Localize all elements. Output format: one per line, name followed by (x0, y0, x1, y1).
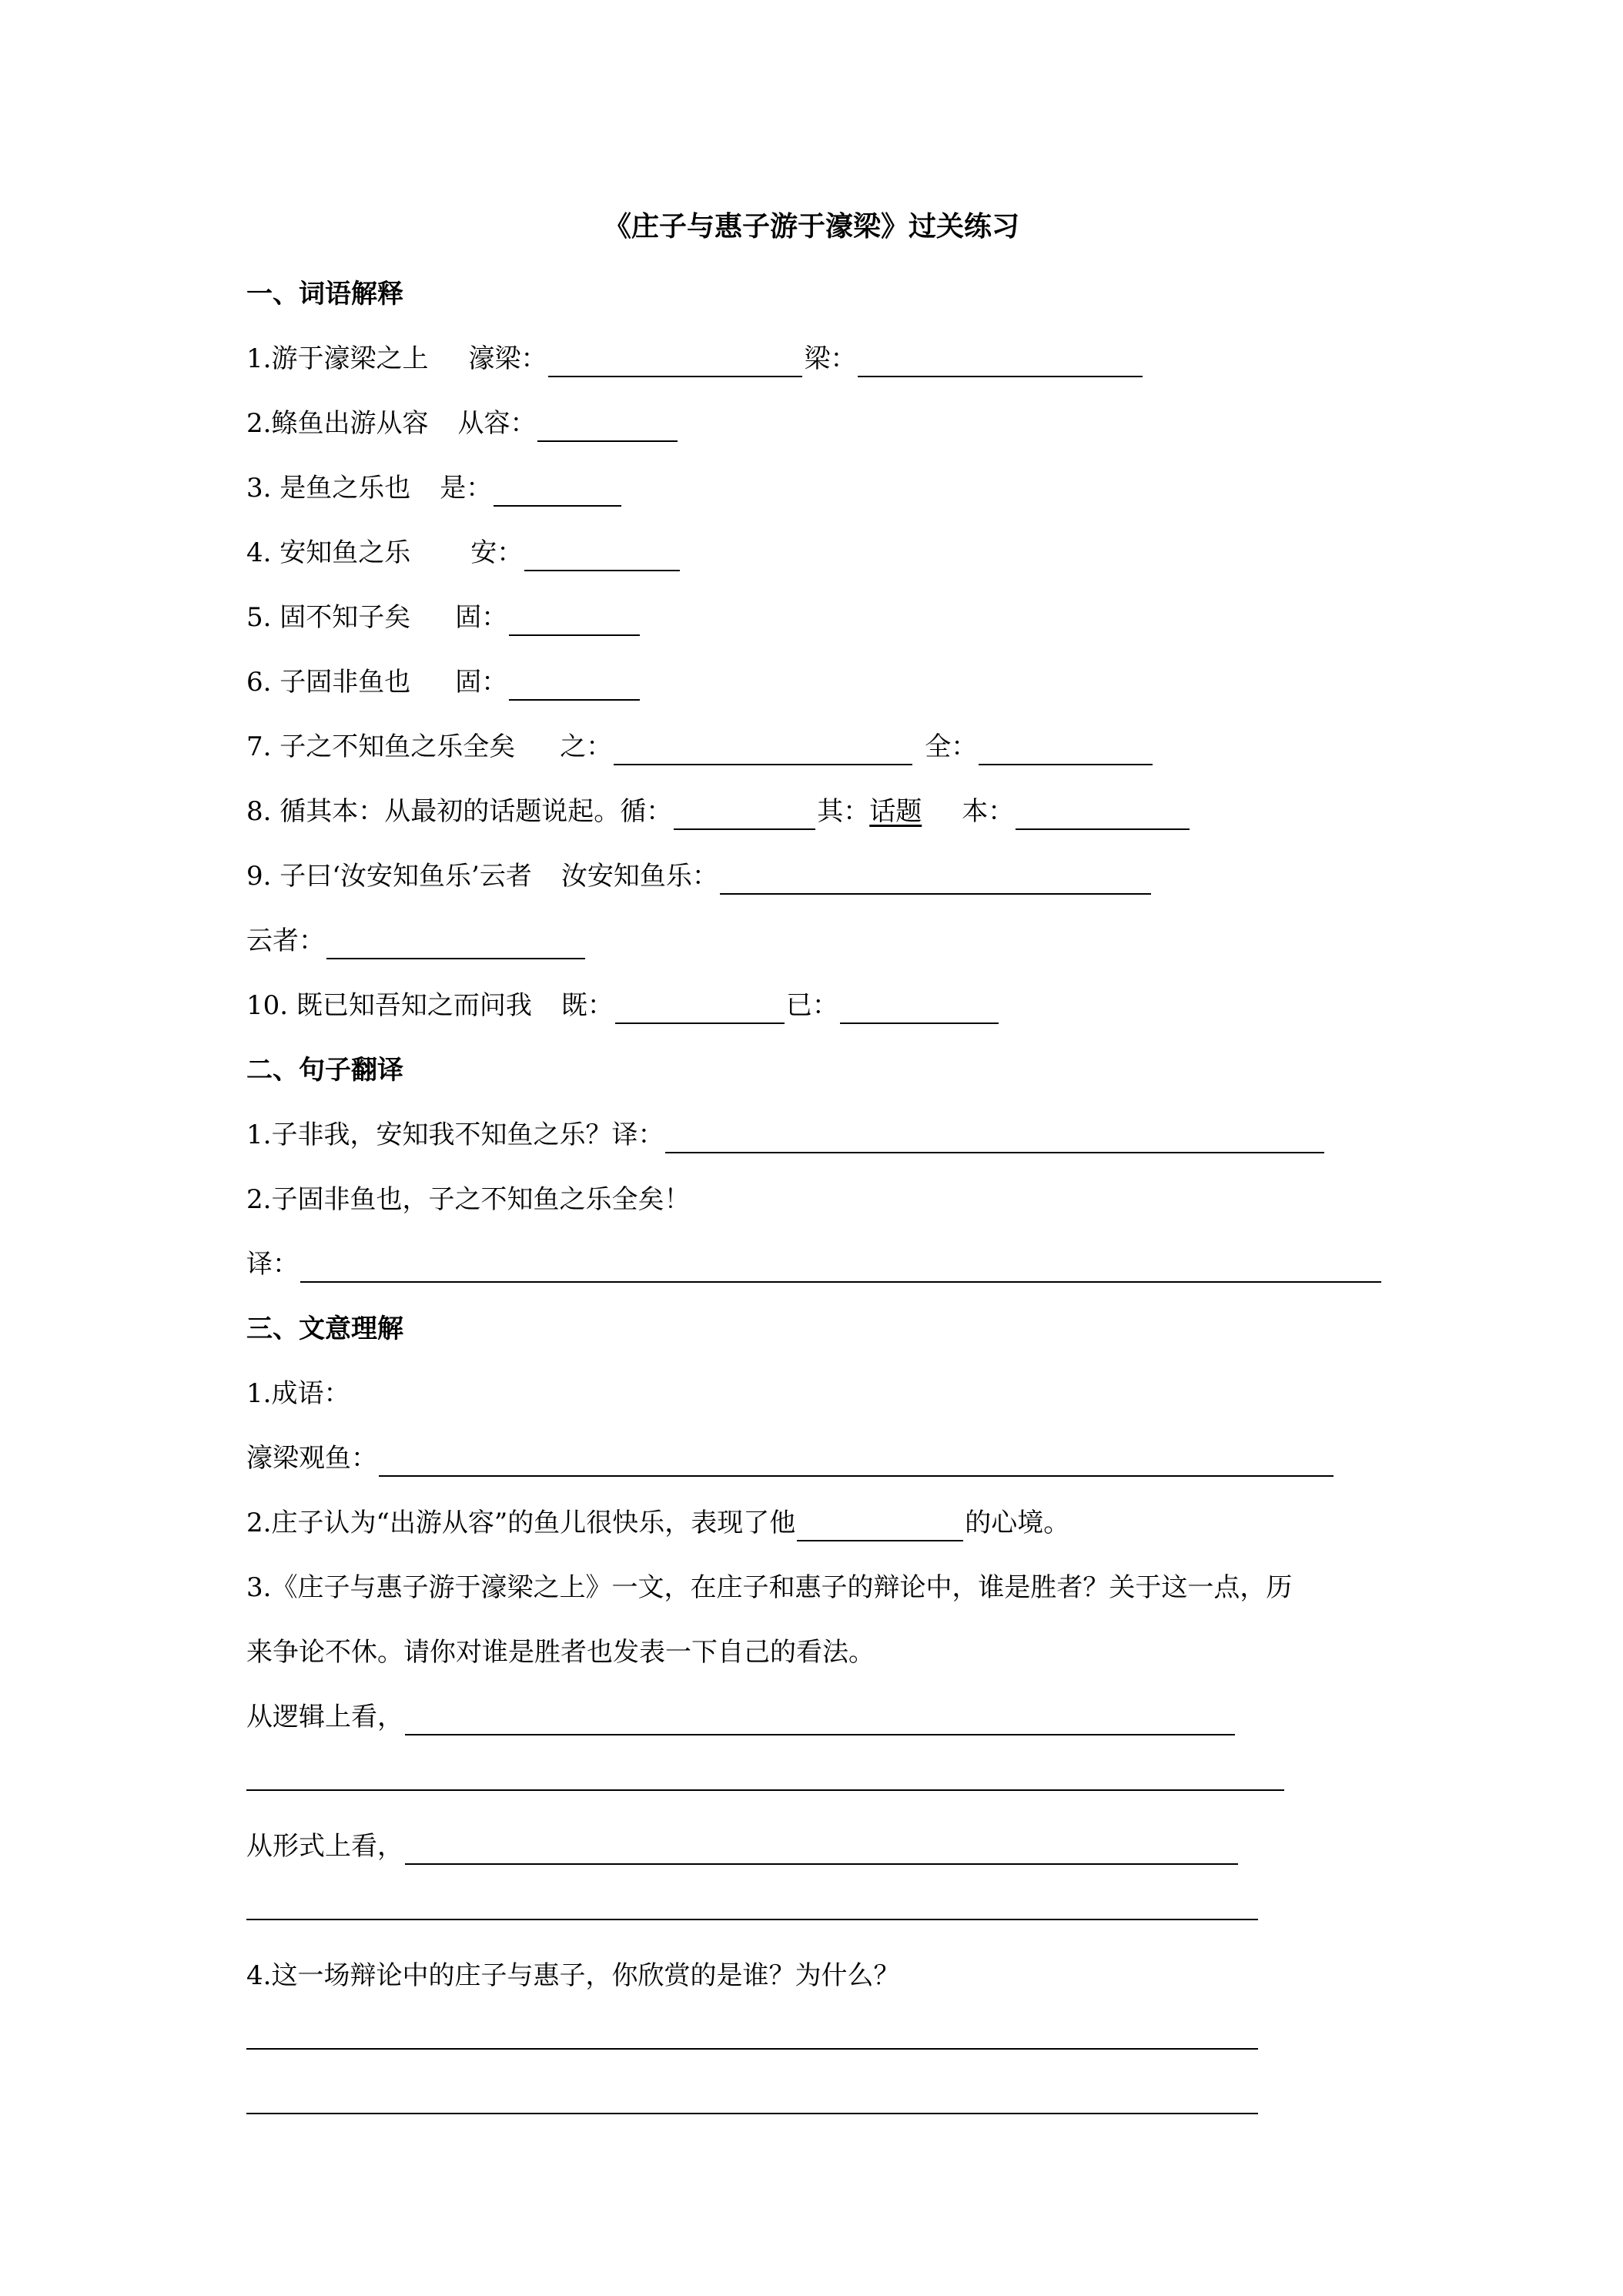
s1-q1-b-label: 梁： (804, 343, 857, 374)
s3-q3-logic-label: 从逻辑上看， (246, 1702, 403, 1732)
s3-q3-line2: 来争论不休。请你对谁是胜者也发表一下自己的看法。 (246, 1637, 875, 1668)
s1-q3-text: 3. 是鱼之乐也 (246, 473, 411, 504)
s3-q1-blank[interactable] (379, 1446, 1334, 1477)
s3-q1-label: 濠梁观鱼： (246, 1443, 377, 1474)
s3-q3-line1: 3.《庄子与惠子游于濠梁之上》一文，在庄子和惠子的辩论中，谁是胜者？关于这一点，历 (246, 1572, 1293, 1603)
s2-q2-answer (246, 1246, 1383, 1283)
s1-q1-text: 1.游于濠梁之上 (246, 343, 429, 374)
s1-q3-a-blank[interactable] (494, 476, 621, 507)
s3-q4-text: 4.这一场辩论中的庄子与惠子，你欣赏的是谁？为什么？ (246, 1960, 900, 1991)
s1-q10 (246, 987, 1000, 1024)
s3-q1 (246, 1375, 350, 1412)
s1-q9 (246, 858, 1153, 895)
s1-q5-a-label: 固： (455, 602, 508, 633)
s1-q10-a-label: 既： (561, 990, 614, 1021)
s3-q3-logic-blank[interactable] (405, 1705, 1235, 1735)
s1-q9-b-label: 云者： (246, 925, 325, 956)
s1-q8-c-blank[interactable] (1016, 799, 1190, 830)
s2-q2-text: 2.子固非鱼也，子之不知鱼之乐全矣！ (246, 1184, 691, 1215)
s2-q2-blank[interactable] (300, 1252, 1381, 1283)
section2-heading: 二、句子翻译 (246, 1055, 403, 1086)
s3-q3-logic (246, 1699, 1236, 1735)
s1-q4-a-blank[interactable] (524, 541, 680, 571)
s1-q2-a-label: 从容： (457, 408, 537, 439)
s2-q1 (246, 1116, 1326, 1153)
s1-q8 (246, 793, 1191, 830)
s1-q6-a-label: 固： (455, 667, 508, 698)
s1-q1-b-blank[interactable] (858, 346, 1143, 377)
s1-q7 (246, 728, 1154, 765)
s1-q4-text: 4. 安知鱼之乐 (246, 537, 411, 568)
s1-q10-text: 10. 既已知吾知之而问我 (246, 990, 532, 1021)
s1-q3 (246, 470, 623, 507)
s1-q10-b-label: 已： (785, 990, 838, 1021)
s2-q2-label: 译： (246, 1249, 299, 1280)
s3-q2 (246, 1504, 1069, 1541)
s1-q10-b-blank[interactable] (840, 993, 999, 1024)
page-title: 《庄子与惠子游于濠梁》过关练习 (603, 210, 1019, 243)
s1-q9-cont (246, 922, 587, 959)
s3-q3-form-label: 从形式上看， (246, 1831, 403, 1862)
s1-q7-b-label: 全： (925, 731, 978, 762)
s1-q6-a-blank[interactable] (509, 670, 640, 701)
s3-q2-text-b: 的心境。 (965, 1508, 1070, 1538)
s1-q8-b-label: 其： (817, 796, 870, 827)
s3-q3-form (246, 1828, 1240, 1865)
s3-q4-blank-1[interactable] (246, 2048, 1258, 2050)
s1-q9-a-blank[interactable] (720, 864, 1151, 895)
s1-q4-a-label: 安： (470, 537, 524, 568)
s3-q3-form-blank-2[interactable] (246, 1919, 1258, 1920)
s1-q9-a-label: 汝安知鱼乐： (561, 861, 718, 892)
s3-q1-answer (246, 1440, 1335, 1477)
s1-q8-text: 8. 循其本：从最初的话题说起。循： (246, 796, 673, 827)
s1-q2-text: 2.鲦鱼出游从容 (246, 408, 429, 439)
section3-heading: 三、文意理解 (246, 1314, 403, 1344)
s1-q2 (246, 405, 679, 442)
section1-heading: 一、词语解释 (246, 279, 403, 310)
s1-q10-a-blank[interactable] (615, 993, 785, 1024)
s3-q2-text-a: 2.庄子认为“出游从容”的鱼儿很快乐，表现了他 (246, 1508, 796, 1538)
s1-q7-a-blank[interactable] (614, 735, 912, 765)
s1-q8-b-answer: 话题 (869, 796, 922, 827)
s1-q5-a-blank[interactable] (509, 605, 640, 636)
s1-q6 (246, 664, 641, 701)
s1-q2-a-blank[interactable] (537, 411, 678, 442)
s1-q5 (246, 599, 641, 636)
s3-q4-blank-2[interactable] (246, 2113, 1258, 2114)
s2-q1-text: 1.子非我，安知我不知鱼之乐？译： (246, 1120, 664, 1150)
s2-q1-blank[interactable] (665, 1123, 1324, 1153)
s1-q1-a-label: 濠梁： (468, 343, 547, 374)
s3-q2-blank[interactable] (797, 1511, 963, 1541)
s1-q7-b-blank[interactable] (979, 735, 1153, 765)
s1-q7-a-label: 之： (560, 731, 613, 762)
s1-q3-a-label: 是： (440, 473, 493, 504)
s1-q7-text: 7. 子之不知鱼之乐全矣 (246, 731, 516, 762)
s1-q6-text: 6. 子固非鱼也 (246, 667, 411, 698)
s1-q5-text: 5. 固不知子矣 (246, 602, 411, 633)
s3-q3-form-blank[interactable] (405, 1834, 1238, 1865)
s1-q1-a-blank[interactable] (548, 346, 802, 377)
s1-q9-b-blank[interactable] (326, 929, 585, 959)
s1-q8-c-label: 本： (962, 796, 1015, 827)
s2-q2 (246, 1181, 690, 1218)
s3-q4 (246, 1957, 899, 1994)
s1-q1 (246, 340, 1144, 377)
s1-q4 (246, 534, 681, 571)
s3-q1-text: 1.成语： (246, 1378, 350, 1409)
s1-q8-a-blank[interactable] (674, 799, 815, 830)
s3-q3-logic-blank-2[interactable] (246, 1789, 1284, 1791)
s1-q9-text: 9. 子曰‘汝安知鱼乐’云者 (246, 861, 532, 892)
